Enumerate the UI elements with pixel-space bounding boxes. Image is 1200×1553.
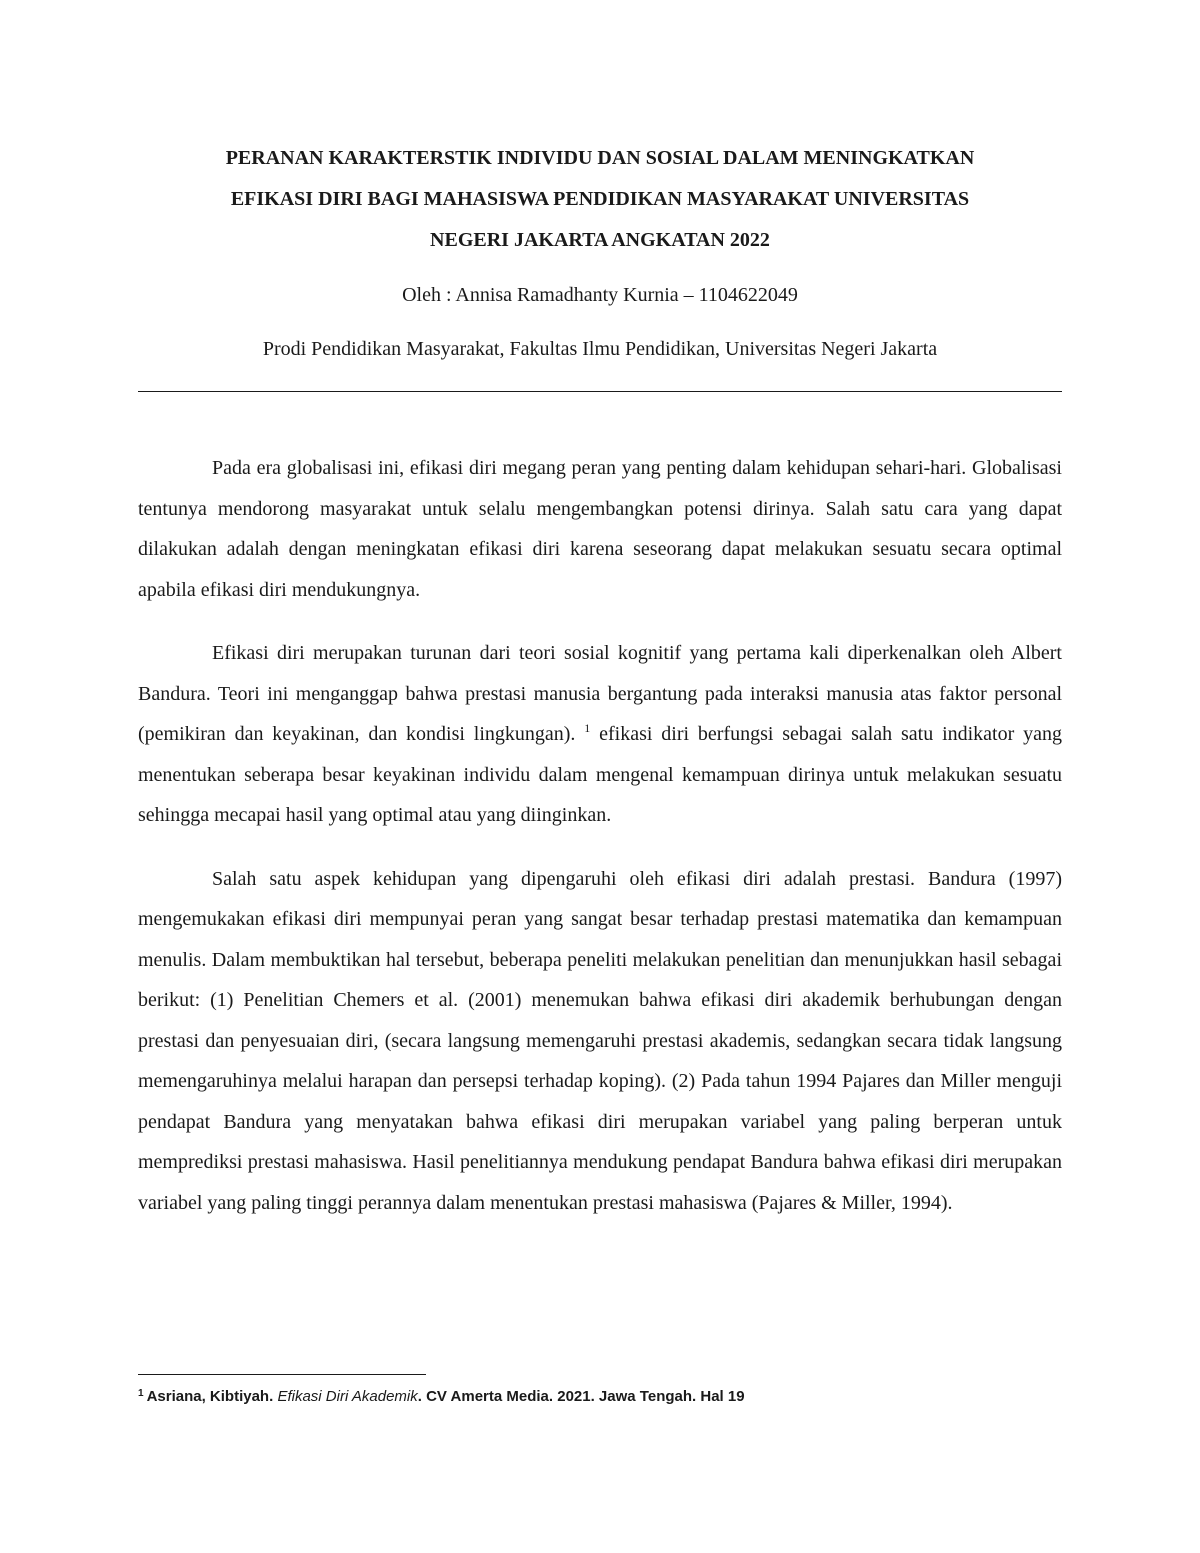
paragraph-1: Pada era globalisasi ini, efikasi diri megang peran yang penting dalam kehidupan sehari-hari. Globalisasi tentunya mendorong masyarakat untuk selalu mengembangkan potensi dirinya. Salah satu cara yang dapat dilakukan adalah dengan meningkatan efikasi diri karena seseorang dapat melakukan sesuatu secara optimal apabila efikasi diri mendukungnya. [138, 457, 1062, 601]
affiliation-line: Prodi Pendidikan Masyarakat, Fakultas Ilmu Pendidikan, Universitas Negeri Jakarta [262, 338, 938, 360]
title-line-2: EFIKASI DIRI BAGI MAHASISWA PENDIDIKAN MASYARAKAT UNIVERSITAS [230, 188, 970, 210]
footnote-reference[interactable]: 1 [584, 721, 591, 735]
paragraph-2-text-before-note: Efikasi diri merupakan turunan dari teori sosial kognitif yang pertama kali diperkenalkan oleh Albert Bandura. Teori ini menganggap bahwa prestasi manusia bergantung pada interaksi manusia atas faktor personal (pemikiran dan keyakinan, dan kondisi lingkungan). [138, 642, 1062, 745]
footnote-mark: 1 [138, 1388, 144, 1399]
footnote-authors: Asriana, Kibtiyah. [146, 1388, 274, 1405]
footnote [138, 1386, 1062, 1408]
paragraph-2 [138, 633, 1062, 836]
author-line: Oleh : Annisa Ramadhanty Kurnia – 1104622049 [402, 284, 798, 306]
document-title [138, 138, 1062, 261]
footnote-divider [138, 1374, 426, 1375]
title-line-1: PERANAN KARAKTERSTIK INDIVIDU DAN SOSIAL DALAM MENINGKATKAN [225, 147, 975, 169]
footnote-book-title: Efikasi Diri Akademik [277, 1388, 418, 1405]
title-line-3: NEGERI JAKARTA ANGKATAN 2022 [430, 229, 770, 251]
header-divider [138, 391, 1062, 392]
paragraph-2-text-after-note: efikasi diri berfungsi sebagai salah satu indikator yang menentukan seberapa besar keyakinan individu dalam mengenal kemampuan dirinya untuk melakukan sesuatu sehingga mecapai hasil yang optimal atau yang diinginkan. [138, 723, 1062, 826]
footnote-publication: . CV Amerta Media. 2021. Jawa Tengah. Hal 19 [417, 1388, 745, 1405]
document-body [138, 448, 1062, 1246]
paragraph-3: Salah satu aspek kehidupan yang dipengaruhi oleh efikasi diri adalah prestasi. Bandura (1997) mengemukakan efikasi diri mempunyai peran yang sangat besar terhadap prestasi matematika dan kemampuan menulis. Dalam membuktikan hal tersebut, beberapa peneliti melakukan penelitian dan menunjukkan hasil sebagai berikut: (1) Penelitian Chemers et al. (2001) menemukan bahwa efikasi diri akademik berhubungan dengan prestasi dan penyesuaian diri, (secara langsung memengaruhi prestasi akademis, sedangkan secara tidak langsung memengaruhinya melalui harapan dan persepsi terhadap koping). (2) Pada tahun 1994 Pajares dan Miller menguji pendapat Bandura yang menyatakan bahwa efikasi diri merupakan variabel yang paling berperan untuk memprediksi prestasi mahasiswa. Hasil penelitiannya mendukung pendapat Bandura bahwa efikasi diri merupakan variabel yang paling tinggi perannya dalam menentukan prestasi mahasiswa (Pajares & Miller, 1994). [138, 867, 1062, 1214]
